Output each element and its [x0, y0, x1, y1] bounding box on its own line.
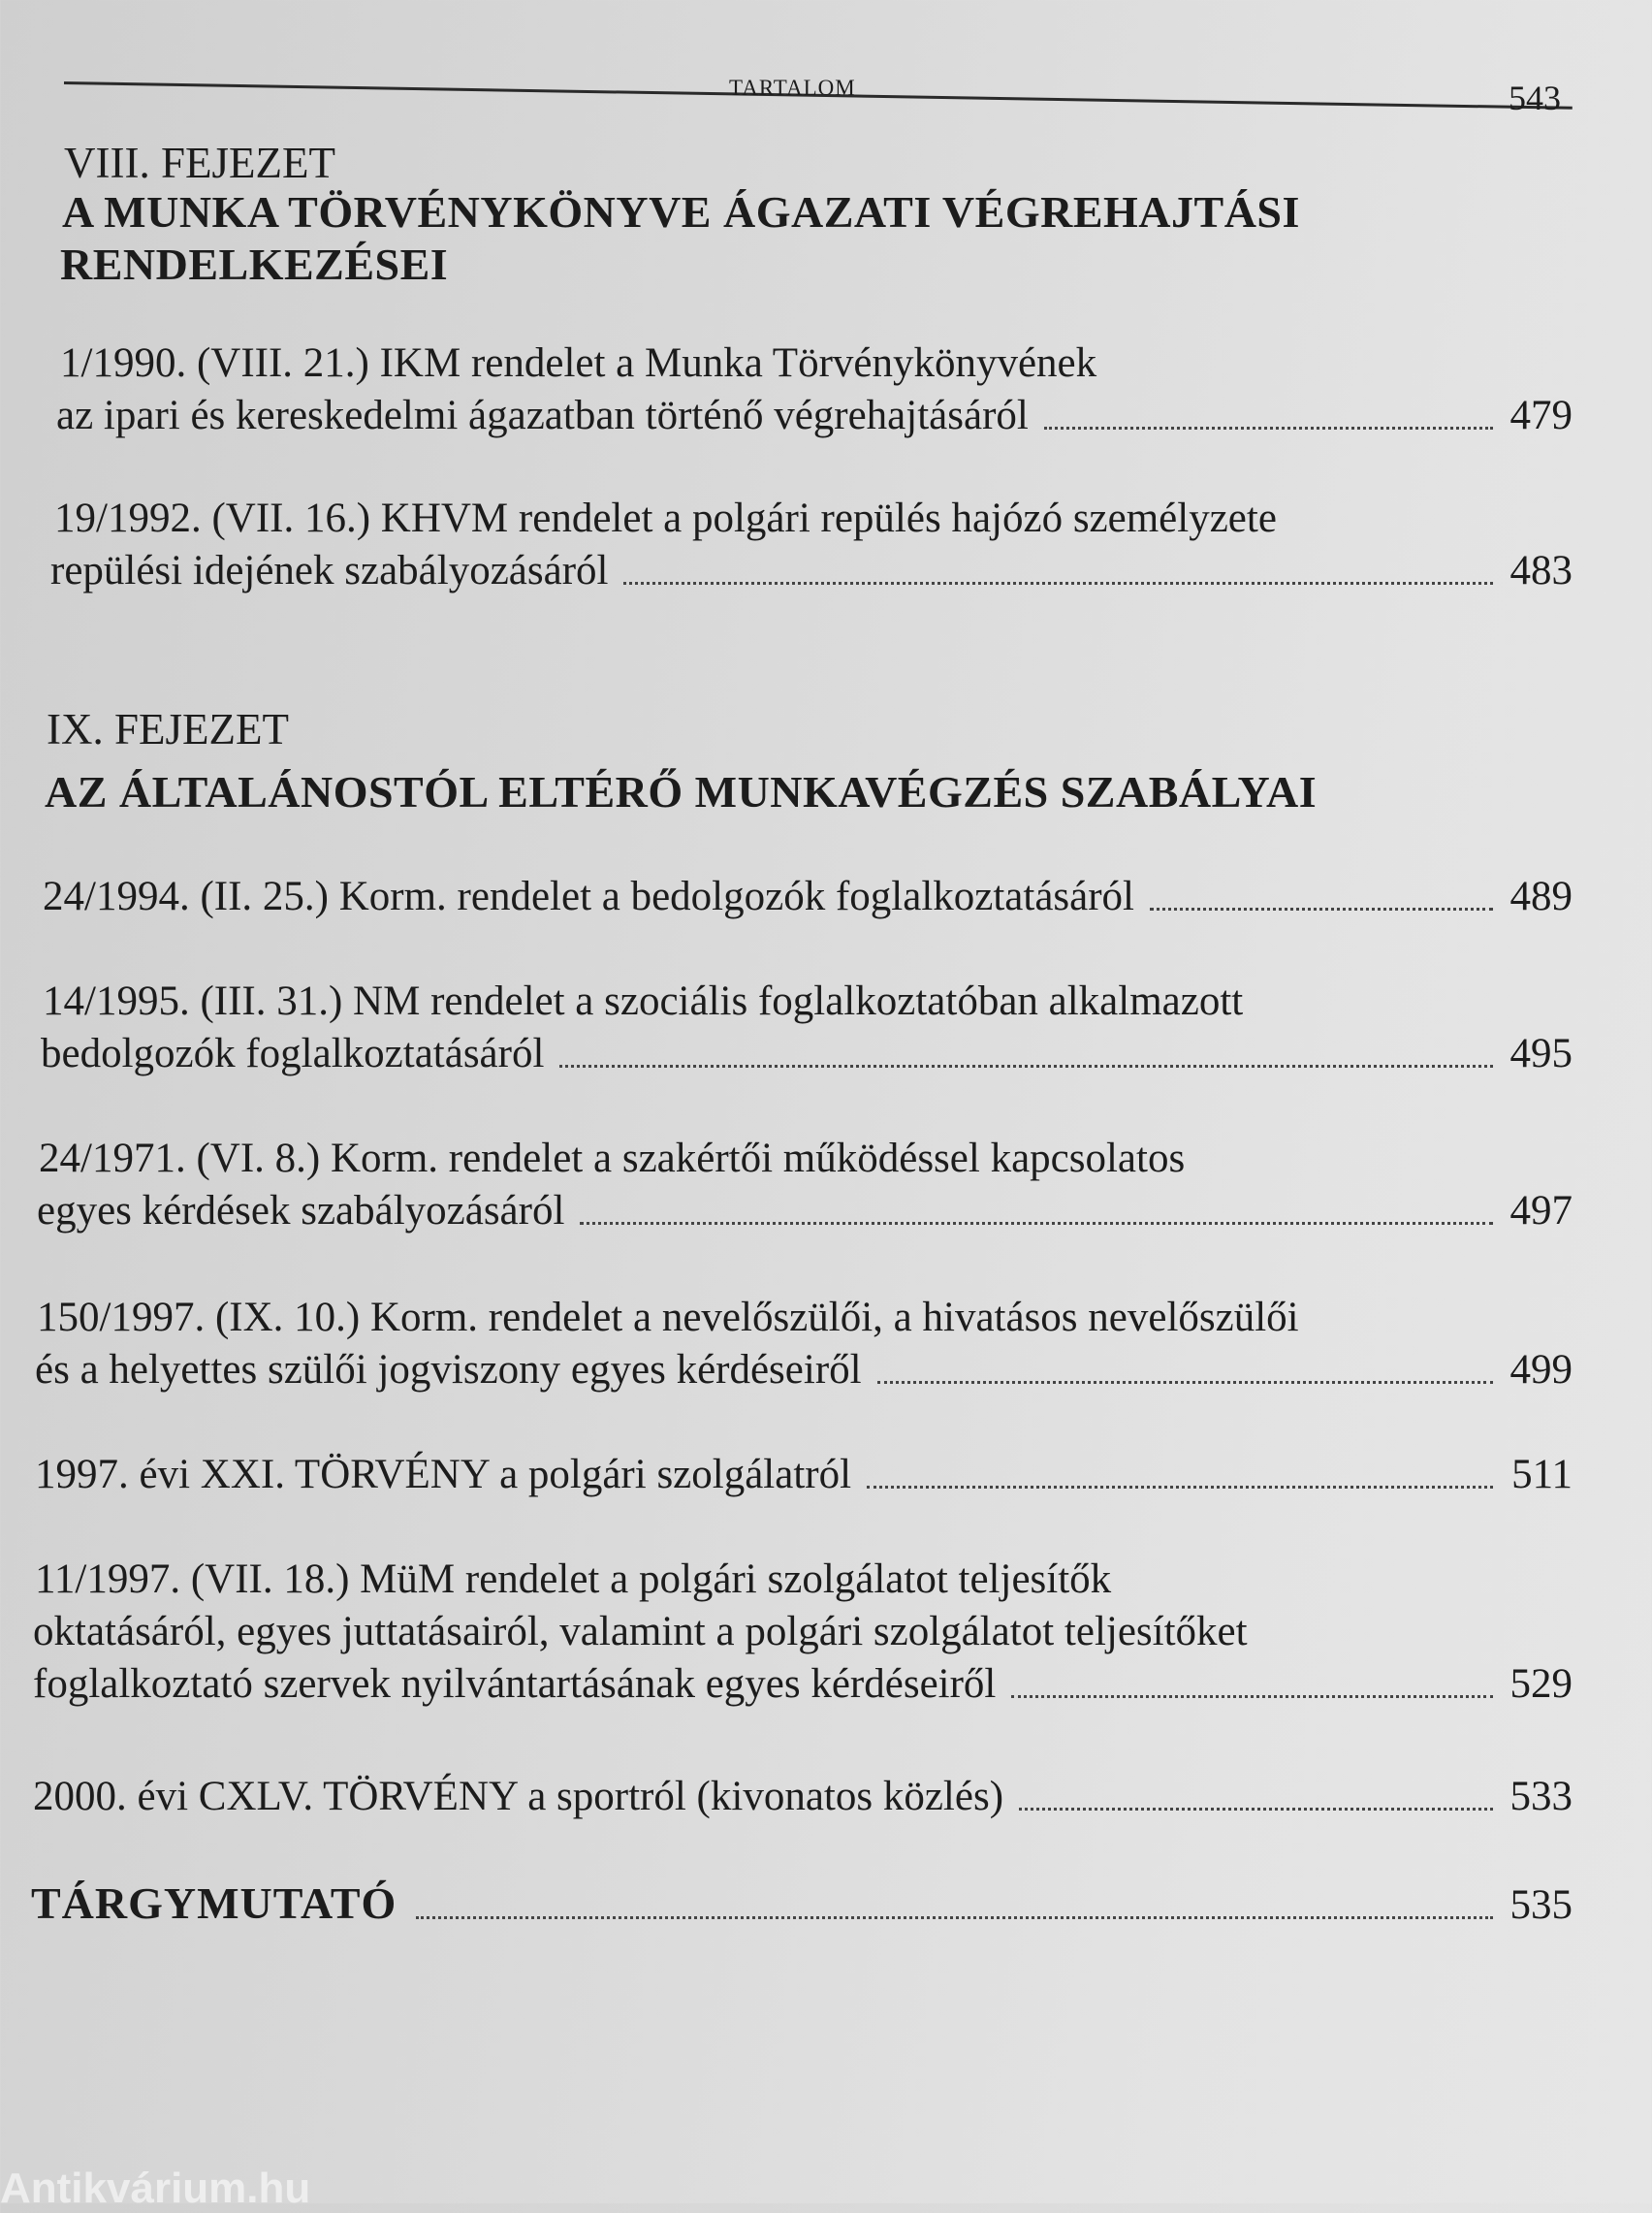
entry-page-number: 529 [1509, 1661, 1573, 1707]
running-header-title: TARTALOM [729, 76, 856, 100]
dot-leader [580, 1222, 1493, 1225]
entry-last-line [43, 873, 1573, 920]
entry-text-line: egyes kérdések szabályozásáról [37, 1188, 565, 1234]
index-label: TÁRGYMUTATÓ [31, 1878, 397, 1928]
dot-leader [877, 1381, 1493, 1384]
entry-text-line: 14/1995. (III. 31.) NM rendelet a szociális foglalkoztatóban alkalmazott [43, 978, 1244, 1024]
entry-last-line [37, 1187, 1573, 1235]
entry-text-line: 11/1997. (VII. 18.) MüM rendelet a polgári szolgálatot teljesítők [35, 1556, 1112, 1602]
dot-leader [559, 1065, 1493, 1068]
entry-last-line [33, 1660, 1573, 1708]
index-line [31, 1877, 1573, 1929]
watermark: Antikvárium.hu [0, 2165, 311, 2212]
chapter-title-line: AZ ÁLTALÁNOSTÓL ELTÉRŐ MUNKAVÉGZÉS SZABÁLYAI [45, 767, 1318, 817]
entry-text-line: repülési idejének szabályozásáról [50, 548, 609, 593]
dot-leader [623, 582, 1493, 585]
entry-page-number: 495 [1509, 1031, 1573, 1076]
dot-leader [1044, 427, 1493, 430]
entry-last-line [56, 392, 1573, 439]
entry-text-line: 150/1997. (IX. 10.) Korm. rendelet a nevelőszülői, a hivatásos nevelőszülői [37, 1295, 1299, 1340]
chapter-title-line: RENDELKEZÉSEI [60, 240, 449, 289]
entry-page-number: 497 [1509, 1188, 1573, 1234]
entry-last-line [41, 1030, 1573, 1077]
entry-page-number: 533 [1509, 1774, 1573, 1819]
entry-text-line: bedolgozók foglalkoztatásáról [41, 1031, 545, 1076]
dot-leader [867, 1486, 1493, 1489]
entry-page-number: 499 [1509, 1347, 1573, 1393]
entry-last-line [35, 1346, 1573, 1394]
entry-last-line [35, 1451, 1573, 1498]
dot-leader [416, 1916, 1493, 1919]
dot-leader [1019, 1808, 1493, 1811]
chapter-label: VIII. FEJEZET [64, 139, 335, 187]
entry-text-line: 1997. évi XXI. TÖRVÉNY a polgári szolgálatról [35, 1452, 852, 1497]
chapter-title-line: A MUNKA TÖRVÉNYKÖNYVE ÁGAZATI VÉGREHAJTÁSI [62, 187, 1300, 237]
entry-last-line [33, 1773, 1573, 1820]
entry-text-line: 2000. évi CXLV. TÖRVÉNY a sportról (kivonatos közlés) [33, 1774, 1004, 1819]
entry-text-line: az ipari és kereskedelmi ágazatban történő végrehajtásáról [56, 393, 1029, 438]
entry-text-line: 24/1994. (II. 25.) Korm. rendelet a bedolgozók foglalkoztatásáról [43, 874, 1134, 919]
entry-last-line [50, 547, 1573, 594]
entry-text-line: és a helyettes szülői jogviszony egyes kérdéseiről [35, 1347, 862, 1393]
entry-text-line: 19/1992. (VII. 16.) KHVM rendelet a polgári repülés hajózó személyzete [54, 496, 1277, 541]
entry-text-line: 24/1971. (VI. 8.) Korm. rendelet a szakértői működéssel kapcsolatos [39, 1136, 1186, 1181]
page-number: 543 [1509, 79, 1561, 117]
entry-page-number: 479 [1509, 393, 1573, 438]
entry-page-number: 511 [1511, 1452, 1573, 1497]
entry-page-number: 483 [1509, 548, 1573, 593]
entry-page-number: 489 [1509, 874, 1573, 919]
entry-text-line: foglalkoztató szervek nyilvántartásának egyes kérdéseiről [33, 1661, 997, 1707]
entry-text-line: oktatásáról, egyes juttatásairól, valamint a polgári szolgálatot teljesítőket [33, 1609, 1248, 1654]
chapter-label: IX. FEJEZET [47, 705, 289, 754]
entry-page-number: 535 [1509, 1882, 1573, 1928]
dot-leader [1011, 1695, 1493, 1698]
entry-text-line: 1/1990. (VIII. 21.) IKM rendelet a Munka Törvénykönyvének [60, 340, 1097, 386]
dot-leader [1150, 908, 1493, 911]
